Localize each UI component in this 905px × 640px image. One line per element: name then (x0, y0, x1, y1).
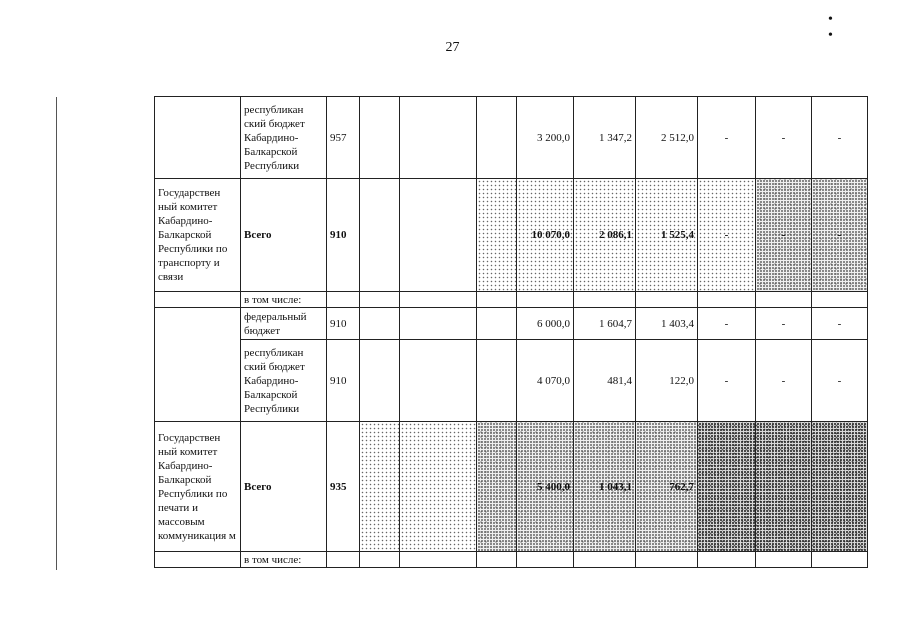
dash-cell: - (756, 340, 812, 422)
table-row (155, 179, 868, 292)
value-cell: 2 512,0 (636, 97, 698, 179)
dash-cell: - (698, 97, 756, 179)
empty-cell (477, 552, 517, 568)
code-cell: 910 (327, 340, 360, 422)
page-number: 27 (445, 40, 460, 55)
empty-cell (400, 179, 477, 292)
code-cell: 957 (327, 97, 360, 179)
code-cell: 935 (327, 422, 360, 552)
budget-type-cell: федеральный бюджет (241, 308, 327, 340)
empty-cell (477, 308, 517, 340)
value-cell: 1 043,1 (574, 422, 636, 552)
empty-cell (400, 552, 477, 568)
dash-cell: - (812, 308, 868, 340)
value-cell: 2 086,1 (574, 179, 636, 292)
value-cell: 4 070,0 (517, 340, 574, 422)
value-cell: 1 604,7 (574, 308, 636, 340)
agency-name-cell: Государствен ный комитет Кабардино-Балкарской Республики по транспорту и связи (155, 179, 241, 292)
dash-cell: - (812, 340, 868, 422)
empty-cell (327, 552, 360, 568)
empty-cell (360, 179, 400, 292)
empty-cell (400, 422, 477, 552)
empty-cell (517, 292, 574, 308)
dash-cell: - (756, 97, 812, 179)
agency-name-cell (155, 97, 241, 179)
empty-cell (756, 292, 812, 308)
empty-cell (155, 292, 241, 308)
empty-cell (698, 292, 756, 308)
empty-cell (812, 292, 868, 308)
value-cell: 762,7 (636, 422, 698, 552)
empty-cell (574, 292, 636, 308)
empty-cell (698, 552, 756, 568)
dash-cell: - (812, 97, 868, 179)
empty-cell (360, 340, 400, 422)
left-margin-rule (56, 97, 57, 570)
empty-cell (477, 340, 517, 422)
empty-cell (400, 292, 477, 308)
table-row (155, 292, 868, 308)
agency-name-cell (155, 308, 241, 422)
empty-cell (360, 292, 400, 308)
empty-cell (636, 292, 698, 308)
value-cell: 1 347,2 (574, 97, 636, 179)
value-cell: 1 525,4 (636, 179, 698, 292)
empty-cell (327, 292, 360, 308)
empty-cell (477, 179, 517, 292)
value-cell: 122,0 (636, 340, 698, 422)
budget-type-cell: республикан ский бюджет Кабардино-Балкарской Республики (241, 340, 327, 422)
code-cell: 910 (327, 179, 360, 292)
dash-cell: - (756, 179, 812, 292)
empty-cell (517, 552, 574, 568)
budget-table (154, 96, 868, 568)
value-cell: 10 070,0 (517, 179, 574, 292)
empty-cell (400, 340, 477, 422)
empty-cell (400, 308, 477, 340)
empty-cell (360, 97, 400, 179)
empty-cell (400, 97, 477, 179)
empty-cell (360, 308, 400, 340)
budget-type-cell: Всего (241, 179, 327, 292)
empty-cell (574, 552, 636, 568)
empty-cell (756, 552, 812, 568)
budget-type-cell: республикан ский бюджет Кабардино-Балкарской Республики (241, 97, 327, 179)
budget-type-cell: в том числе: (241, 292, 327, 308)
table-row (155, 97, 868, 179)
dash-cell: - (698, 340, 756, 422)
table-row (155, 340, 868, 422)
dash-cell: - (698, 308, 756, 340)
scan-noise-cell (698, 422, 756, 552)
value-cell: 6 000,0 (517, 308, 574, 340)
budget-type-cell: в том числе: (241, 552, 327, 568)
empty-cell (360, 552, 400, 568)
empty-cell (477, 292, 517, 308)
scan-noise-cell (756, 422, 812, 552)
dash-cell: - (698, 179, 756, 292)
empty-cell (812, 552, 868, 568)
table-row (155, 422, 868, 552)
code-cell: 910 (327, 308, 360, 340)
empty-cell (477, 97, 517, 179)
empty-cell (155, 552, 241, 568)
scan-noise-cell (812, 422, 868, 552)
budget-type-cell: Всего (241, 422, 327, 552)
value-cell: 1 403,4 (636, 308, 698, 340)
corner-marks: • • (828, 12, 859, 43)
value-cell: 3 200,0 (517, 97, 574, 179)
empty-cell (636, 552, 698, 568)
agency-name-cell: Государствен ный комитет Кабардино-Балкарской Республики по печати и массовым коммуникация м (155, 422, 241, 552)
empty-cell (360, 422, 400, 552)
table-row (155, 308, 868, 340)
value-cell: 481,4 (574, 340, 636, 422)
table-row (155, 552, 868, 568)
empty-cell (477, 422, 517, 552)
value-cell: 5 400,0 (517, 422, 574, 552)
dash-cell: - (812, 179, 868, 292)
dash-cell: - (756, 308, 812, 340)
